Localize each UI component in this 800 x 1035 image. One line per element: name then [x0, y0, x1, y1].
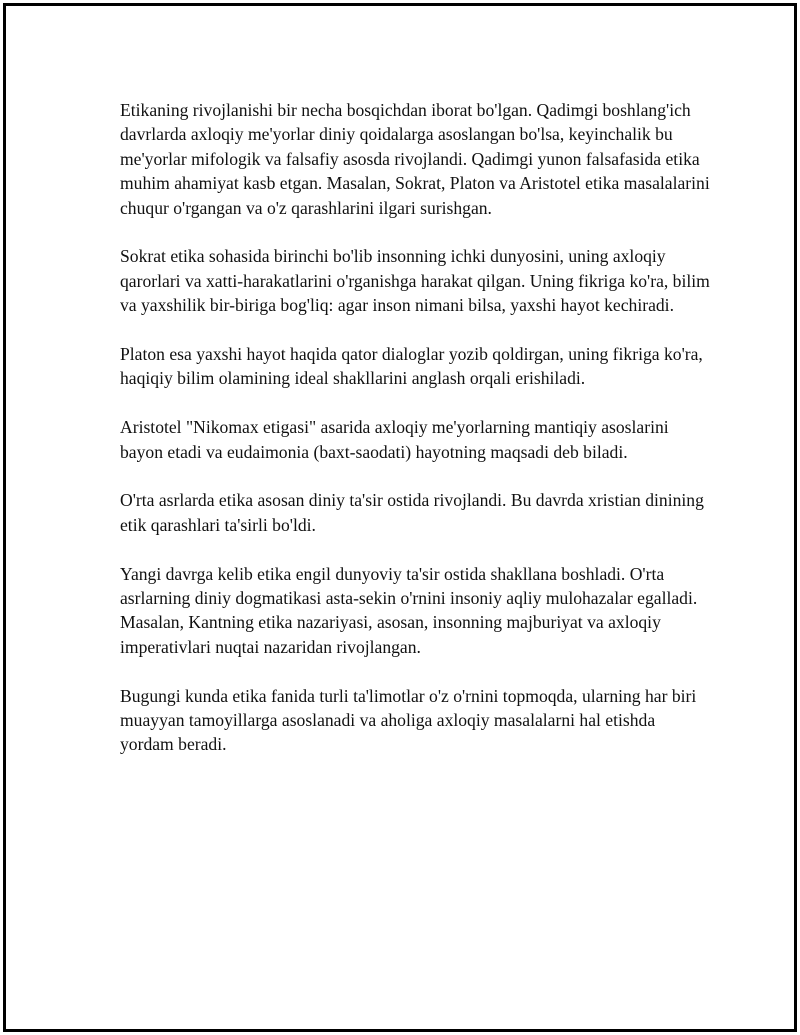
paragraph-6: Yangi davrga kelib etika engil dunyoviy ta'sir ostida shakllana boshladi. O'rta asrlarning diniy dogmatikasi asta-sekin o'rnini insoniy aqliy mulohazalar egalladi. Masalan, Kantning etika nazariyasi, asosan, insonning majburiyat va axloqiy imperativlari nuqtai nazaridan rivojlangan.: [120, 563, 698, 657]
paragraph-1: Etikaning rivojlanishi bir necha bosqichdan iborat bo'lgan. Qadimgi boshlang'ich davrlarda axloqiy me'yorlar diniy qoidalarga asoslangan bo'lsa, keyinchalik bu me'yorlar mifologik va falsafiy asosda rivojlandi. Qadimgi yunon falsafasida etika muhim ahamiyat kasb etgan. Masalan, Sokrat, Platon va Aristotel etika masalalarini chuqur o'rgangan va o'z qarashlarini ilgari surishgan.: [120, 100, 710, 218]
paragraph-7: Bugungi kunda etika fanida turli ta'limotlar o'z o'rnini topmoqda, ularning har biri muayyan tamoyillarga asoslanadi va aholiga axloqiy masalalarni hal etishda yordam beradi.: [120, 685, 697, 755]
page-frame: [3, 3, 797, 1032]
paragraph-5: O'rta asrlarda etika asosan diniy ta'sir ostida rivojlandi. Bu davrda xristian dinining etik qarashlari ta'sirli bo'ldi.: [120, 490, 704, 535]
document-body: [120, 98, 710, 781]
paragraph-4: Aristotel "Nikomax etigasi" asarida axloqiy me'yorlarning mantiqiy asoslarini bayon etadi va eudaimonia (baxt-saodati) hayotning maqsadi deb biladi.: [120, 417, 669, 462]
paragraph-2: Sokrat etika sohasida birinchi bo'lib insonning ichki dunyosini, uning axloqiy qarorlari va xatti-harakatlarini o'rganishga harakat qilgan. Uning fikriga ko'ra, bilim va yaxshilik bir-biriga bog'liq: agar inson nimani bilsa, yaxshi hayot kechiradi.: [120, 246, 710, 316]
paragraph-3: Platon esa yaxshi hayot haqida qator dialoglar yozib qoldirgan, uning fikriga ko'ra, haqiqiy bilim olamining ideal shakllarini anglash orqali erishiladi.: [120, 344, 703, 389]
